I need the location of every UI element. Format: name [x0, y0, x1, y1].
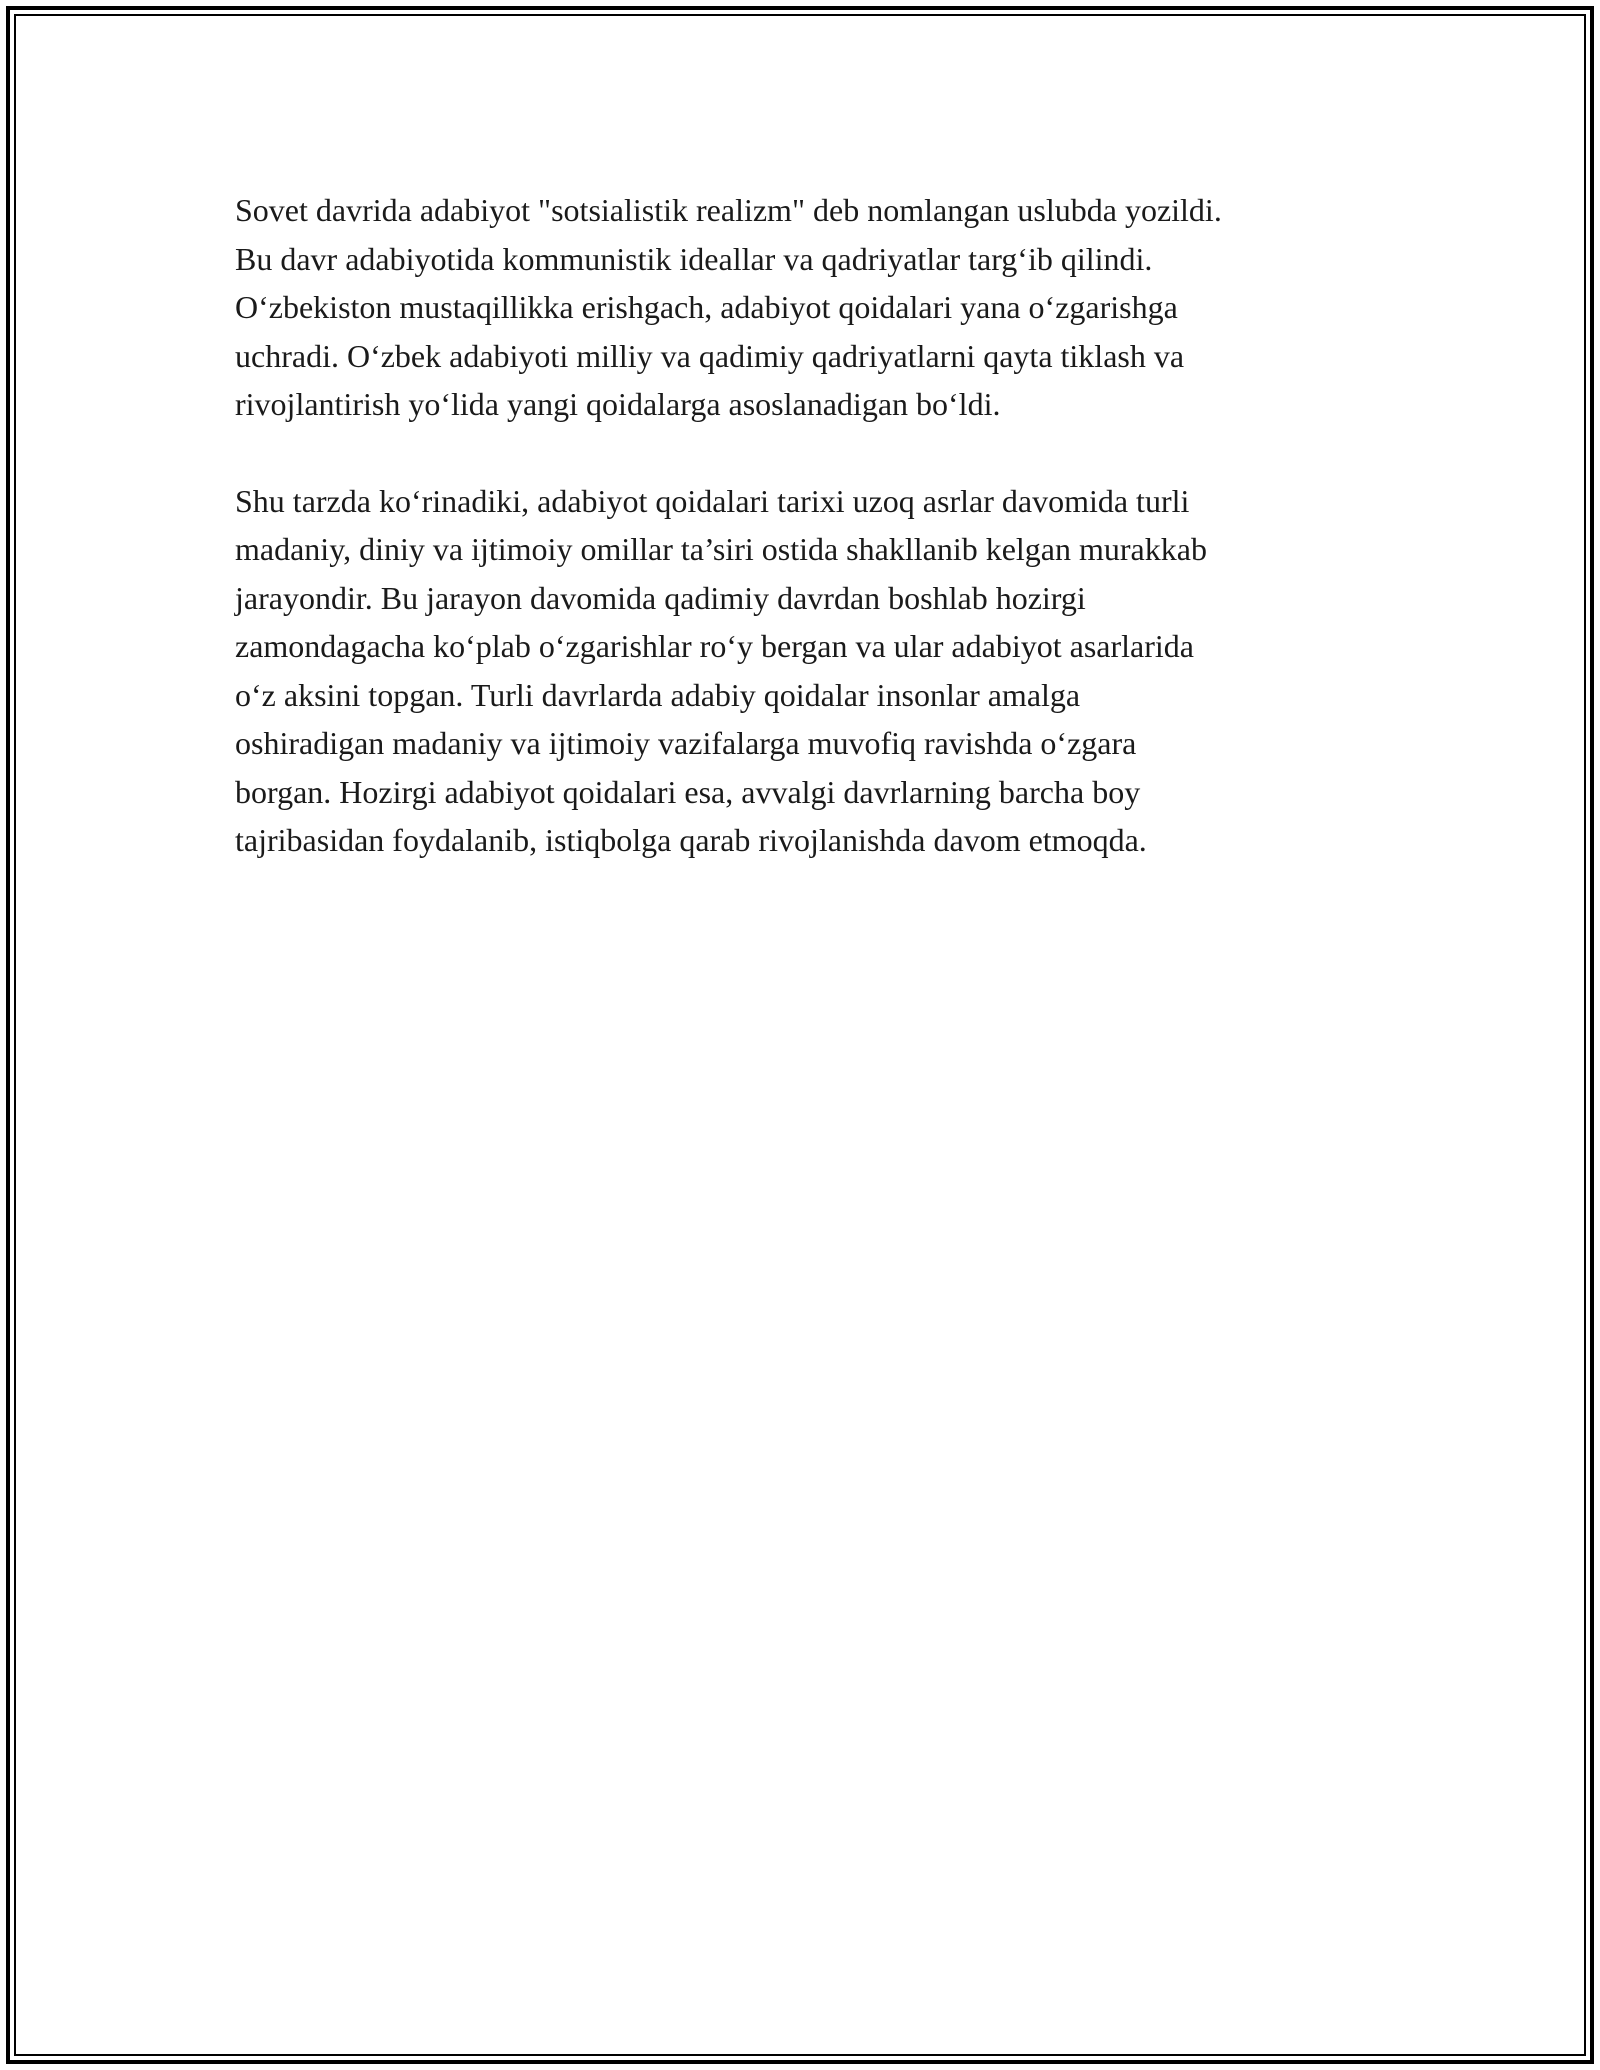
text-line: oshiradigan madaniy va ijtimoiy vazifalarga muvofiq ravishda o‘zgara: [235, 725, 1137, 761]
text-line: Shu tarzda ko‘rinadiki, adabiyot qoidalari tarixi uzoq asrlar davomida turli: [235, 482, 1190, 519]
text-line: tajribasidan foydalanib, istiqbolga qarab rivojlanishda davom etmoqda.: [235, 822, 1147, 858]
text-line: borgan. Hozirgi adabiyot qoidalari esa, avvalgi davrlarning barcha boy: [235, 773, 1141, 810]
text-line: o‘z aksini topgan. Turli davrlarda adabiy qoidalar insonlar amalga: [235, 676, 1081, 713]
document-body: [235, 186, 1385, 913]
text-line: Bu davr adabiyotida kommunistik ideallar va qadriyatlar targ‘ib qilindi.: [235, 240, 1153, 277]
paragraph-1: [235, 186, 1385, 429]
text-line: zamondagacha ko‘plab o‘zgarishlar ro‘y bergan va ular adabiyot asarlarida: [235, 628, 1194, 664]
paragraph-2: [235, 477, 1385, 865]
text-line: jarayondir. Bu jarayon davomida qadimiy davrdan boshlab hozirgi: [235, 579, 1086, 616]
text-line: uchradi. O‘zbek adabiyoti milliy va qadimiy qadriyatlarni qayta tiklash va: [235, 337, 1185, 374]
text-line: O‘zbekiston mustaqillikka erishgach, adabiyot qoidalari yana o‘zgarishga: [235, 289, 1178, 325]
text-line: madaniy, diniy va ijtimoiy omillar ta’siri ostida shakllanib kelgan murakkab: [235, 531, 1207, 567]
text-line: rivojlantirish yo‘lida yangi qoidalarga asoslanadigan bo‘ldi.: [235, 386, 1001, 422]
text-line: Sovet davrida adabiyot "sotsialistik realizm" deb nomlangan uslubda yozildi.: [235, 192, 1222, 228]
